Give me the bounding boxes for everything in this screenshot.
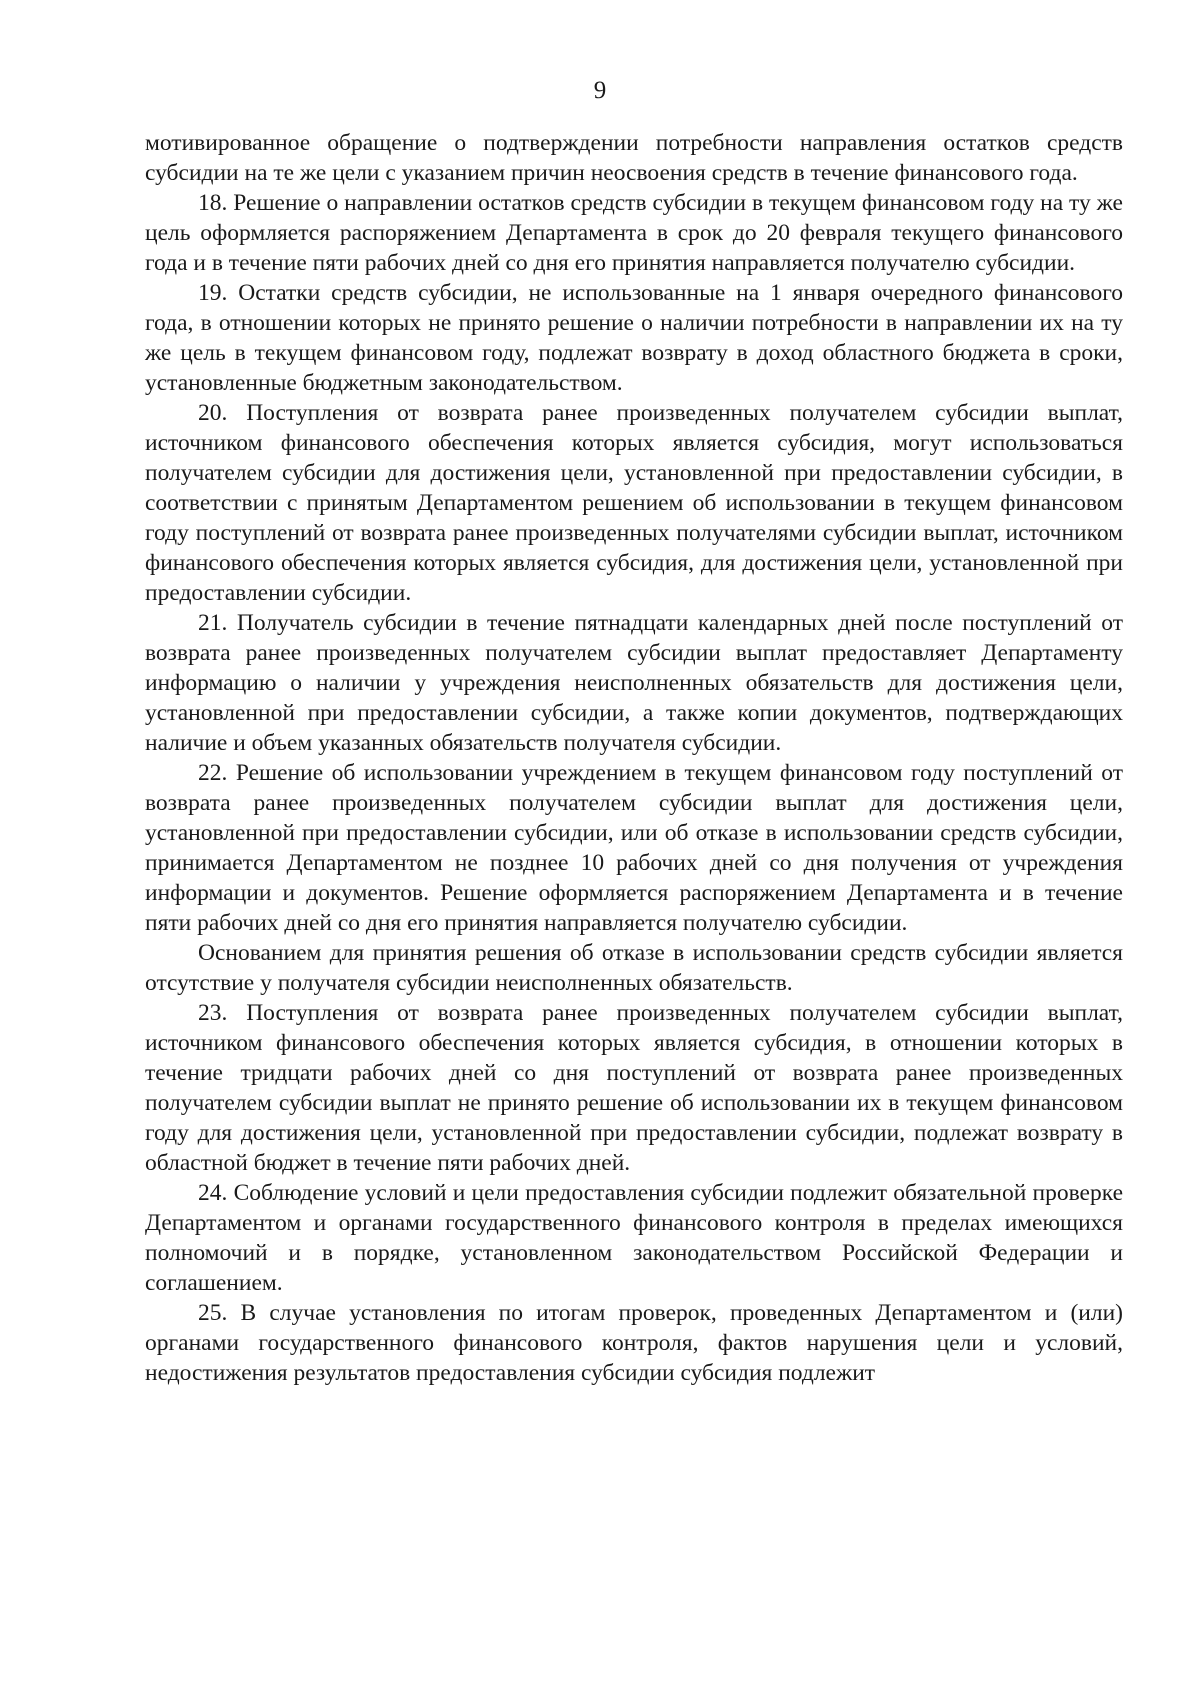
paragraph-21: 21. Получатель субсидии в течение пятнадцати календарных дней после поступлений от возврата ранее произведенных получателем субсидии выплат предоставляет Департаменту информацию о наличии у учреждения неисполненных обязательств для достижения цели, установленной при предоставлении субсидии, а также копии документов, подтверждающих наличие и объем указанных обязательств получателя субсидии. — [145, 610, 1123, 756]
paragraph-24: 24. Соблюдение условий и цели предоставления субсидии подлежит обязательной проверке Департаментом и органами государственного финансового контроля в пределах имеющихся полномочий и в порядке, установленном законодательством Российской Федерации и соглашением. — [145, 1180, 1123, 1296]
paragraph-continuation: мотивированное обращение о подтверждении потребности направления остатков средств субсидии на те же цели с указанием причин неосвоения средств в течение финансового года. — [145, 130, 1123, 186]
page-number: 9 — [593, 77, 607, 104]
document-body — [145, 128, 1123, 1388]
paragraph-22-refusal-basis: Основанием для принятия решения об отказе в использовании средств субсидии является отсутствие у получателя субсидии неисполненных обязательств. — [145, 940, 1123, 996]
paragraph-19: 19. Остатки средств субсидии, не использованные на 1 января очередного финансового года, в отношении которых не принято решение о наличии потребности в направлении их на ту же цель в текущем финансовом году, подлежат возврату в доход областного бюджета в сроки, установленные бюджетным законодательством. — [145, 280, 1123, 396]
paragraph-18: 18. Решение о направлении остатков средств субсидии в текущем финансовом году на ту же цель оформляется распоряжением Департамента в срок до 20 февраля текущего финансового года и в течение пяти рабочих дней со дня его принятия направляется получателю субсидии. — [145, 190, 1123, 276]
paragraph-20: 20. Поступления от возврата ранее произведенных получателем субсидии выплат, источником финансового обеспечения которых является субсидия, могут использоваться получателем субсидии для достижения цели, установленной при предоставлении субсидии, в соответствии с принятым Департаментом решением об использовании в текущем финансовом году поступлений от возврата ранее произведенных получателями субсидии выплат, источником финансового обеспечения которых является субсидия, для достижения цели, установленной при предоставлении субсидии. — [145, 400, 1123, 606]
paragraph-22: 22. Решение об использовании учреждением в текущем финансовом году поступлений от возврата ранее произведенных получателем субсидии выплат для достижения цели, установленной при предоставлении субсидии, или об отказе в использовании средств субсидии, принимается Департаментом не позднее 10 рабочих дней со дня получения от учреждения информации и документов. Решение оформляется распоряжением Департамента и в течение пяти рабочих дней со дня его принятия направляется получателю субсидии. — [145, 760, 1123, 936]
paragraph-25: 25. В случае установления по итогам проверок, проведенных Департаментом и (или) органами государственного финансового контроля, фактов нарушения цели и условий, недостижения результатов предоставления субсидии субсидия подлежит — [145, 1300, 1123, 1386]
paragraph-23: 23. Поступления от возврата ранее произведенных получателем субсидии выплат, источником финансового обеспечения которых является субсидия, в отношении которых в течение тридцати рабочих дней со дня поступлений от возврата ранее произведенных получателем субсидии выплат не принято решение об использовании их в текущем финансовом году для достижения цели, установленной при предоставлении субсидии, подлежат возврату в областной бюджет в течение пяти рабочих дней. — [145, 1000, 1123, 1176]
